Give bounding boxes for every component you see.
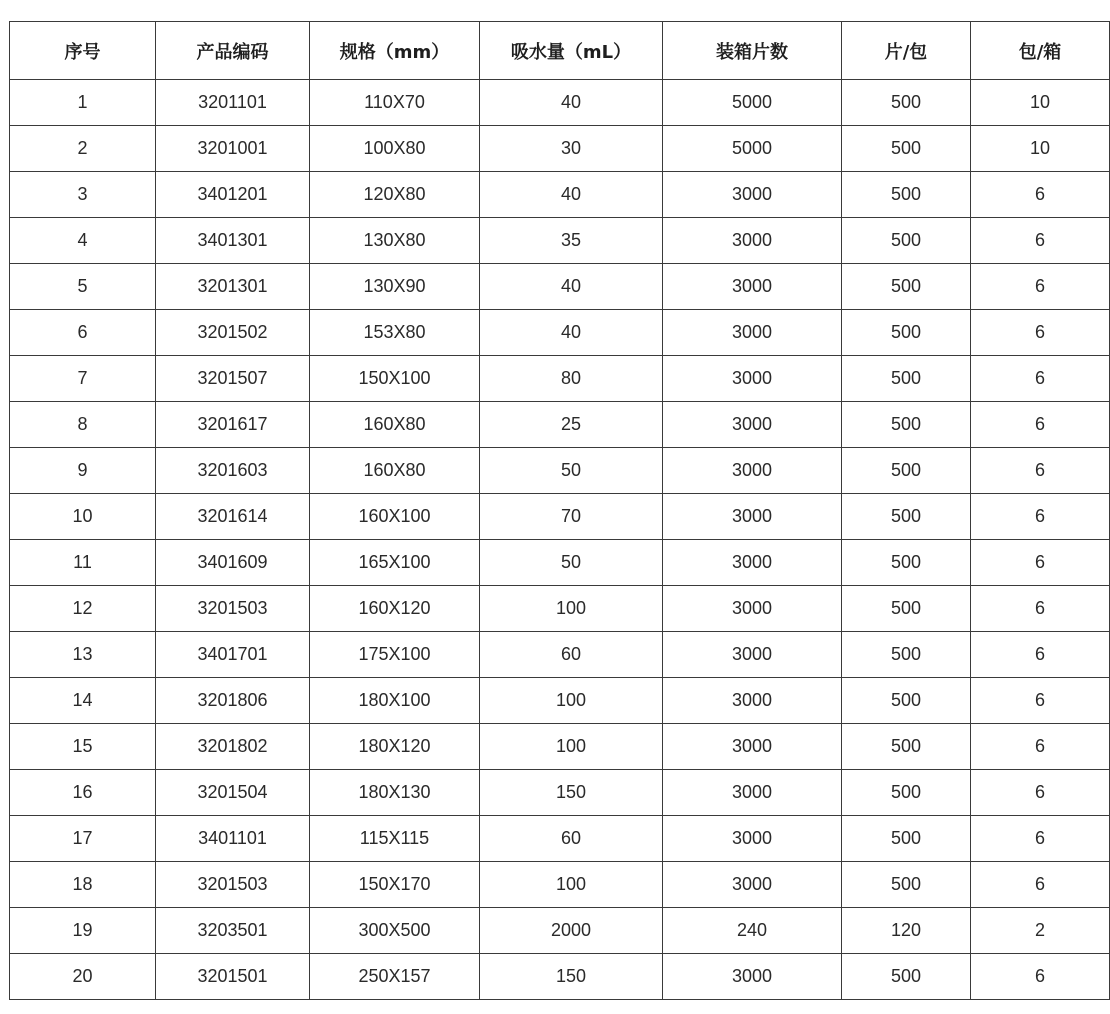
pieces-per-pack-cell: 500 (842, 126, 971, 172)
absorbency-cell: 2000 (480, 908, 663, 954)
header-absorbency-ml: 吸水量（mL） (480, 22, 663, 80)
seq-no-cell: 8 (10, 402, 156, 448)
absorbency-cell: 100 (480, 724, 663, 770)
pieces-per-carton-cell: 3000 (663, 586, 842, 632)
packs-per-carton-cell: 6 (971, 724, 1110, 770)
product-code-cell: 3401101 (156, 816, 310, 862)
pieces-per-pack-cell: 500 (842, 586, 971, 632)
header-packs-per-carton: 包/箱 (971, 22, 1110, 80)
header-pieces-per-pack: 片/包 (842, 22, 971, 80)
seq-no-cell: 15 (10, 724, 156, 770)
header-row (10, 22, 1110, 80)
product-code-cell: 3201101 (156, 80, 310, 126)
seq-no-cell: 6 (10, 310, 156, 356)
pieces-per-carton-cell: 3000 (663, 172, 842, 218)
absorbency-cell: 40 (480, 80, 663, 126)
product-code-cell: 3203501 (156, 908, 310, 954)
packs-per-carton-cell: 6 (971, 356, 1110, 402)
pieces-per-pack-cell: 500 (842, 724, 971, 770)
absorbency-cell: 50 (480, 540, 663, 586)
table-row (10, 126, 1110, 172)
seq-no-cell: 14 (10, 678, 156, 724)
table-row (10, 816, 1110, 862)
product-code-cell: 3401701 (156, 632, 310, 678)
size-cell: 150X170 (310, 862, 480, 908)
packs-per-carton-cell: 6 (971, 540, 1110, 586)
pieces-per-carton-cell: 5000 (663, 126, 842, 172)
table-row (10, 540, 1110, 586)
absorbency-cell: 150 (480, 954, 663, 1000)
product-code-cell: 3201504 (156, 770, 310, 816)
seq-no-cell: 9 (10, 448, 156, 494)
pieces-per-carton-cell: 3000 (663, 540, 842, 586)
pieces-per-carton-cell: 3000 (663, 816, 842, 862)
packs-per-carton-cell: 6 (971, 310, 1110, 356)
size-cell: 100X80 (310, 126, 480, 172)
pieces-per-pack-cell: 500 (842, 264, 971, 310)
packs-per-carton-cell: 2 (971, 908, 1110, 954)
packs-per-carton-cell: 6 (971, 816, 1110, 862)
pieces-per-pack-cell: 500 (842, 862, 971, 908)
product-code-cell: 3201301 (156, 264, 310, 310)
absorbency-cell: 35 (480, 218, 663, 264)
pieces-per-pack-cell: 120 (842, 908, 971, 954)
pieces-per-carton-cell: 3000 (663, 954, 842, 1000)
product-code-cell: 3201501 (156, 954, 310, 1000)
packs-per-carton-cell: 6 (971, 770, 1110, 816)
size-cell: 110X70 (310, 80, 480, 126)
table-row (10, 770, 1110, 816)
absorbency-cell: 50 (480, 448, 663, 494)
product-code-cell: 3201503 (156, 862, 310, 908)
product-code-cell: 3201001 (156, 126, 310, 172)
size-cell: 300X500 (310, 908, 480, 954)
product-code-cell: 3201503 (156, 586, 310, 632)
packs-per-carton-cell: 6 (971, 678, 1110, 724)
header-product-code: 产品编码 (156, 22, 310, 80)
pieces-per-pack-cell: 500 (842, 816, 971, 862)
pieces-per-pack-cell: 500 (842, 402, 971, 448)
pieces-per-carton-cell: 3000 (663, 310, 842, 356)
size-cell: 180X100 (310, 678, 480, 724)
header-seq-no: 序号 (10, 22, 156, 80)
pieces-per-carton-cell: 3000 (663, 678, 842, 724)
pieces-per-pack-cell: 500 (842, 678, 971, 724)
seq-no-cell: 3 (10, 172, 156, 218)
size-cell: 115X115 (310, 816, 480, 862)
pieces-per-carton-cell: 3000 (663, 770, 842, 816)
size-cell: 130X90 (310, 264, 480, 310)
table-row (10, 310, 1110, 356)
table-row (10, 494, 1110, 540)
packs-per-carton-cell: 6 (971, 448, 1110, 494)
table-row (10, 218, 1110, 264)
absorbency-cell: 100 (480, 678, 663, 724)
pieces-per-pack-cell: 500 (842, 448, 971, 494)
seq-no-cell: 11 (10, 540, 156, 586)
size-cell: 165X100 (310, 540, 480, 586)
size-cell: 175X100 (310, 632, 480, 678)
size-cell: 130X80 (310, 218, 480, 264)
table-row (10, 586, 1110, 632)
absorbency-cell: 40 (480, 310, 663, 356)
table-row (10, 632, 1110, 678)
pieces-per-carton-cell: 5000 (663, 80, 842, 126)
packs-per-carton-cell: 6 (971, 172, 1110, 218)
size-cell: 160X80 (310, 402, 480, 448)
table-row (10, 172, 1110, 218)
product-code-cell: 3201614 (156, 494, 310, 540)
absorbency-cell: 60 (480, 816, 663, 862)
product-code-cell: 3401301 (156, 218, 310, 264)
product-code-cell: 3201502 (156, 310, 310, 356)
table-row (10, 264, 1110, 310)
seq-no-cell: 12 (10, 586, 156, 632)
packs-per-carton-cell: 6 (971, 954, 1110, 1000)
seq-no-cell: 16 (10, 770, 156, 816)
size-cell: 120X80 (310, 172, 480, 218)
packs-per-carton-cell: 6 (971, 494, 1110, 540)
absorbency-cell: 100 (480, 862, 663, 908)
packs-per-carton-cell: 6 (971, 586, 1110, 632)
table-row (10, 356, 1110, 402)
pieces-per-pack-cell: 500 (842, 632, 971, 678)
pieces-per-pack-cell: 500 (842, 310, 971, 356)
table-row (10, 908, 1110, 954)
seq-no-cell: 4 (10, 218, 156, 264)
pieces-per-carton-cell: 3000 (663, 218, 842, 264)
pieces-per-pack-cell: 500 (842, 540, 971, 586)
pieces-per-carton-cell: 3000 (663, 356, 842, 402)
table-row (10, 402, 1110, 448)
size-cell: 160X100 (310, 494, 480, 540)
packs-per-carton-cell: 6 (971, 632, 1110, 678)
seq-no-cell: 17 (10, 816, 156, 862)
absorbency-cell: 80 (480, 356, 663, 402)
packs-per-carton-cell: 6 (971, 264, 1110, 310)
seq-no-cell: 10 (10, 494, 156, 540)
packs-per-carton-cell: 10 (971, 126, 1110, 172)
table-row (10, 724, 1110, 770)
packs-per-carton-cell: 6 (971, 218, 1110, 264)
size-cell: 150X100 (310, 356, 480, 402)
pieces-per-carton-cell: 3000 (663, 264, 842, 310)
absorbency-cell: 70 (480, 494, 663, 540)
seq-no-cell: 20 (10, 954, 156, 1000)
product-code-cell: 3201507 (156, 356, 310, 402)
size-cell: 153X80 (310, 310, 480, 356)
product-code-cell: 3201802 (156, 724, 310, 770)
product-code-cell: 3401201 (156, 172, 310, 218)
header-size-mm: 规格（mm） (310, 22, 480, 80)
size-cell: 180X130 (310, 770, 480, 816)
pieces-per-pack-cell: 500 (842, 356, 971, 402)
pieces-per-pack-cell: 500 (842, 172, 971, 218)
absorbency-cell: 150 (480, 770, 663, 816)
pieces-per-pack-cell: 500 (842, 770, 971, 816)
seq-no-cell: 7 (10, 356, 156, 402)
table-row (10, 448, 1110, 494)
absorbency-cell: 40 (480, 264, 663, 310)
absorbency-cell: 100 (480, 586, 663, 632)
product-code-cell: 3401609 (156, 540, 310, 586)
packs-per-carton-cell: 6 (971, 862, 1110, 908)
pieces-per-carton-cell: 3000 (663, 494, 842, 540)
seq-no-cell: 13 (10, 632, 156, 678)
pieces-per-carton-cell: 3000 (663, 632, 842, 678)
absorbency-cell: 25 (480, 402, 663, 448)
product-spec-table (9, 21, 1110, 1000)
pieces-per-carton-cell: 240 (663, 908, 842, 954)
pieces-per-carton-cell: 3000 (663, 862, 842, 908)
table-row (10, 862, 1110, 908)
seq-no-cell: 5 (10, 264, 156, 310)
product-code-cell: 3201603 (156, 448, 310, 494)
pieces-per-carton-cell: 3000 (663, 448, 842, 494)
pieces-per-pack-cell: 500 (842, 218, 971, 264)
product-code-cell: 3201806 (156, 678, 310, 724)
packs-per-carton-cell: 10 (971, 80, 1110, 126)
product-code-cell: 3201617 (156, 402, 310, 448)
size-cell: 160X80 (310, 448, 480, 494)
pieces-per-pack-cell: 500 (842, 954, 971, 1000)
absorbency-cell: 30 (480, 126, 663, 172)
header-pieces-per-carton: 装箱片数 (663, 22, 842, 80)
seq-no-cell: 1 (10, 80, 156, 126)
seq-no-cell: 19 (10, 908, 156, 954)
size-cell: 250X157 (310, 954, 480, 1000)
table-row (10, 80, 1110, 126)
absorbency-cell: 60 (480, 632, 663, 678)
seq-no-cell: 2 (10, 126, 156, 172)
pieces-per-carton-cell: 3000 (663, 724, 842, 770)
table-row (10, 678, 1110, 724)
seq-no-cell: 18 (10, 862, 156, 908)
table-body (10, 80, 1110, 1000)
pieces-per-pack-cell: 500 (842, 80, 971, 126)
packs-per-carton-cell: 6 (971, 402, 1110, 448)
pieces-per-pack-cell: 500 (842, 494, 971, 540)
table-row (10, 954, 1110, 1000)
size-cell: 160X120 (310, 586, 480, 632)
size-cell: 180X120 (310, 724, 480, 770)
pieces-per-carton-cell: 3000 (663, 402, 842, 448)
absorbency-cell: 40 (480, 172, 663, 218)
